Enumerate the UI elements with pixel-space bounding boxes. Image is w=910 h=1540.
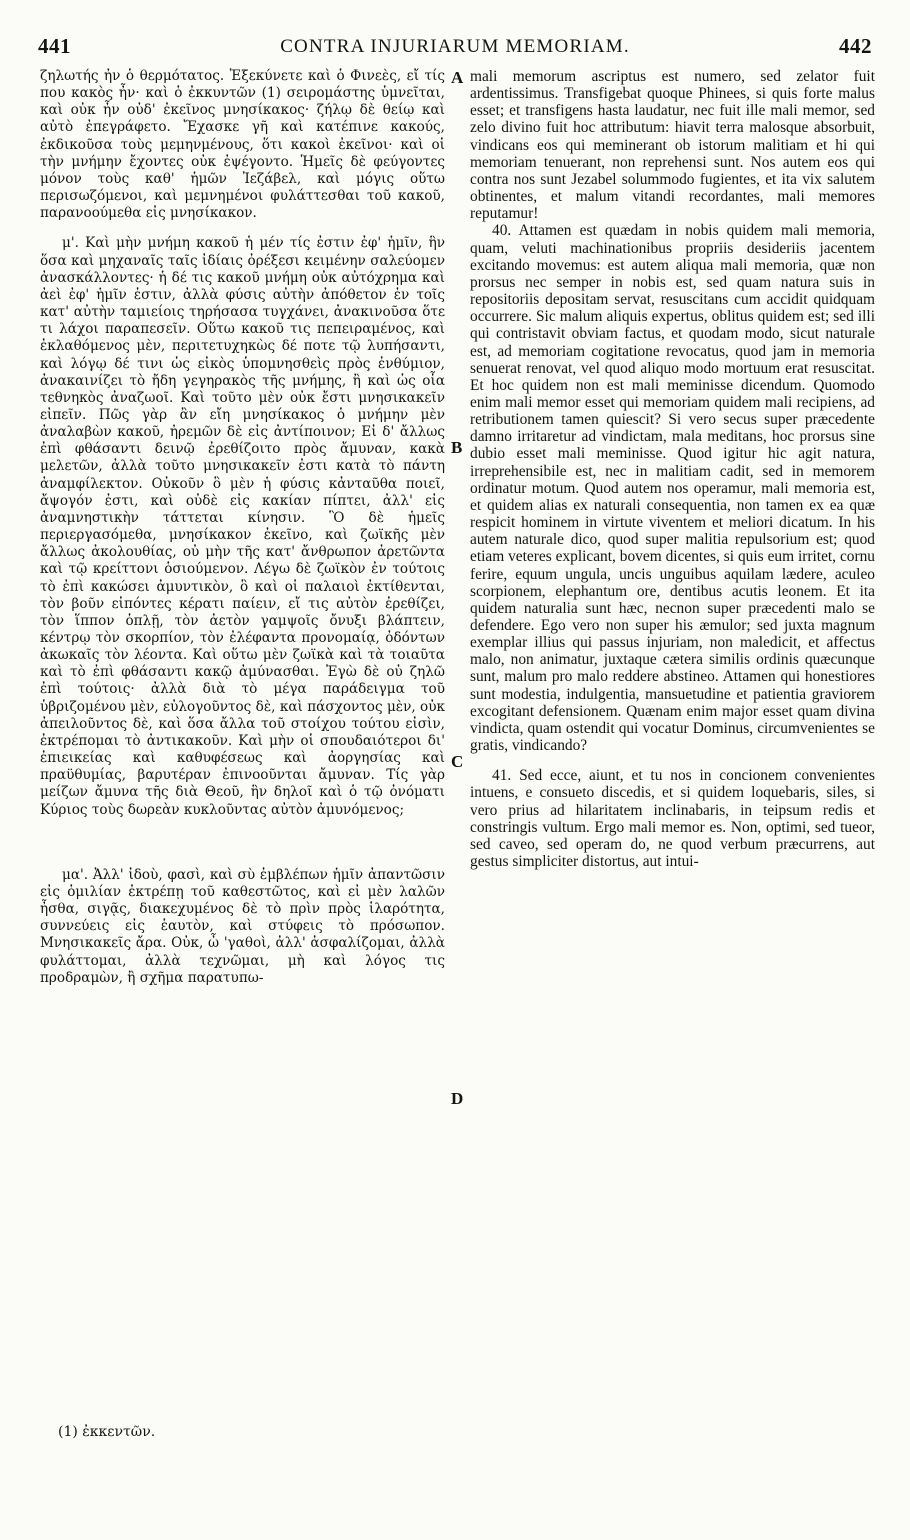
latin-paragraph-40: 40. Attamen est quædam in nobis quidem mali memoria, quam, veluti machinationibus propriis desideriis jacentem excitando movemus: est autem aliqua mali memoria, quæ non prorsus nec semper in nobis est, sed quam natura suis in repositoriis depositam servat, resuscitans cum accidit quidquam occurrere. Sic malum aliquis expertus, oblitus quidem est; sed illi qui contristavit obviam factus, et quodam modo, sicut naturale est, ad memoriam cogitatione revocatus, quod jam in memoria senuerat renovat, vel quod aliquo modo mortuum erat resuscitat. Et hoc quidem non est mali meminisse dicendum. Quomodo enim mali memor esset qui memoriam quidem mali recipiens, ad retributionem tamen quiescit? Si vero secus super præcedente damno irritaretur ad vindictam, mala meditans, hoc prorsus sine dubio esset mali meminisse. Quod igitur hic agit natura, irreprehensibile est, nec in malitiam cadit, sed in memorem ordinatur motum. Quod autem nos operamur, mali memoria est, et quidem alias ex naturali consequentia, non tamen ex ea quæ respicit hominem in virtute viventem et meliori dicatum. In his autem naturale dico, quod super malitia repulsorium est; quod etiam veteres explicant, bovem dicentes, si quis eum irritet, cornu ferire, equum ungula, uncis unguibus aquilam lædere, aculeo scorpionem, elephantum ore, dentibus acutis leonem. Et ita quidem naturalia sunt hæc, necnon super præcedenti malo se defendere. Ego vero non super his æmulor; sed juxta magnum exemplar illius qui passus injuriam, non maledicit, et affectus malo, non animatur, juxtaque cætera similis ordinis quæcunque sunt, malum pro malo reddere abstineo. Attamen qui honestiores sunt modestia, indulgentia, mansuetudine et patientia graviorem excogitant defensionem. Quænam enim major esset quam divina vindicta, quam ostendit qui vocatur Dominus, circumvenientes se gratis, vindicando? — [470, 222, 875, 755]
greek-paragraph-40: μ'. Καὶ μὴν μνήμη κακοῦ ἡ μέν τίς ἐστιν ἐφ' ἡμῖν, ἣν ὅσα καὶ μηχαναῖς ταῖς ἰδίαις ὀρέξεσι κειμένην σαλεύομεν ἀνασκάλλοντες· ἡ δέ τις κακοῦ μνήμη οὐκ αὐτόχρημα καὶ ἀεὶ ἐφ' ἡμῖν ἐστιν, ἀλλὰ φύσις αὐτὴν ἀπόθετον ἐν τοῖς κατ' αὐτὴν ταμιείοις τηρήσασα τυγχάνει, ἀνακινοῦσα ὅτε τι λάχοι παραπεσεῖν. Οὕτω κακοῦ τις πεπειραμένος, καὶ ἐκλαθόμενος μὲν, περιτετυχηκὼς δέ ποτε τῷ λυπήσαντι, καὶ λόγῳ δέ τινι ὡς εἰκὸς ὑπομνησθεὶς πρὸς ἐνθύμιον, ἀνακαινίζει τὸ ἤδη γεγηρακὸς τῆς μνήμης, ἢ καὶ ὡς οἷα τεθνηκὸς ἀναζωοῖ. Καὶ τοῦτο μὲν οὐκ ἔστι μνησικακεῖν εἰπεῖν. Πῶς γὰρ ἂν εἴη μνησίκακος ὁ μνήμην μὲν ἀναλαβὼν κακοῦ, ἠρεμῶν δὲ εἰς ἀντίποινον; Εἰ δ' ἄλλως ἐπὶ φθάσαντι δεινῷ ἐρεθίζοιτο πρὸς ἄμυναν, κακὰ μελετῶν, ἀλλὰ τοῦτο μνησικακεῖν ἐστι κατὰ τὸ πάντη ἀναμφίλεκτον. Οὐκοῦν ὃ μὲν ἡ φύσις κἀνταῦθα ποιεῖ, ἄψογόν ἐστι, καὶ οὐδὲ εἰς κακίαν πίπτει, ἀλλ' εἰς ἀναμνηστικὴν τάττεται κίνησιν. Ὃ δὲ ἡμεῖς περιεργασόμεθα, μνησίκακον ἐκεῖνο, καὶ ζωϊκῆς μὲν ἄλλως ἀκολουθίας, οὐ μὴν τῆς κατ' ἄνθρωπον ἀρετῶντα καὶ τῷ κρείττονι ὁσιούμενον. Λέγω δὲ ζωϊκὸν ἐν τούτοις τὸ ἐπὶ κακώσει ἀμυντικὸν, ὃ καὶ οἱ παλαιοὶ ἐκτίθενται, τὸν βοῦν εἰπόντες κέρατι παίειν, εἴ τις αὐτὸν ἐρεθίζει, τὸν ἵππον ὁπλῇ, τὸν ἀετὸν γαμψοῖς ὄνυξι βλάπτειν, κέντρῳ τὸν σκορπίον, τὸν ἐλέφαντα προνομαίᾳ, ὀδόντων ἀκωκαῖς τὸν λέοντα. Καὶ οὕτω μὲν ζωϊκὰ καὶ τὰ τοιαῦτα καὶ τὸ ἐπὶ φθάσαντι κακῷ ἀμύνασθαι. Ἐγὼ δὲ οὐ ζηλῶ ἐπὶ τούτοις· ἀλλὰ διὰ τὸ μέγα παράδειγμα τοῦ ὑβριζομένου μὲν, εὐλογοῦντος δὲ, καὶ πάσχοντος μὲν, οὐκ ἀπειλοῦντος δὲ, καὶ ὅσα ἄλλα τοῦ στοίχου τούτου εἰσὶν, ἐκτρέπομαι τὸ ἀντικακοῦν. Καὶ μὴν οἱ σπουδαιότεροι δι' ἐπιεικείας καὶ καθυφέσεως καὶ ἀοργησίας καὶ πραϋθυμίας, βαρυτέραν ἐπινοοῦνται ἄμυναν. Τίς γὰρ μείζων ἄμυνα τῆς διὰ Θεοῦ, ἣν δηλοῖ καὶ ὁ τῷ ὀνόματι Κύριος τοὺς δωρεὰν κυκλοῦντας αὐτὸν ἀμυνόμενος; — [40, 235, 445, 818]
margin-marker-c: C — [451, 752, 464, 771]
page-header — [0, 34, 910, 62]
running-title: CONTRA INJURIARUM MEMORIAM. — [280, 36, 630, 57]
latin-paragraph-41: 41. Sed ecce, aiunt, et tu nos in concionem convenientes intuens, e consueto discedis, et si quidem loquebaris, siles, si vero prius ad hilaritatem inclinabaris, in teipsum redis et constringis vultum. Ergo mali memor es. Non, optimi, sed tueor, sed caveo, sed operam do, ne quod verbum præcurrens, aut gestus simpliciter distortus, aut intui- — [470, 767, 875, 871]
margin-marker-a: A — [451, 68, 464, 87]
margin-marker-d: D — [451, 1089, 464, 1108]
greek-column — [40, 68, 445, 1468]
greek-paragraph-41: μα'. Ἀλλ' ἰδοὺ, φασὶ, καὶ σὺ ἐμβλέπων ἡμῖν ἀπαντῶσιν εἰς ὁμιλίαν ἐκτρέπῃ τοῦ καθεστῶτος, καὶ εἰ μὲν λαλῶν ἦσθα, σιγᾷς, διακεχυμένος δὲ τὸ πρὶν πρὸς ἱλαρότητα, συννεύεις εἰς ἑαυτὸν, καὶ στύφεις τὸ πρόσωπον. Μνησικακεῖς ἄρα. Οὐκ, ὦ 'γαθοὶ, ἀλλ' ἀσφαλίζομαι, ἀλλὰ φυλάττομαι, ἀλλὰ τεχνῶμαι, μὴ καὶ λόγος τις προδραμὼν, ἢ σχῆμα παρατυπω- — [40, 866, 445, 986]
page-number-left: 441 — [38, 34, 71, 58]
greek-footnote: (1) ἐκκεντῶν. — [58, 1424, 156, 1440]
greek-paragraph-1: ζηλωτής ἦν ὁ θερμότατος. Ἐξεκύνετε καὶ ὁ Φινεὲς, εἴ τίς που κακὸς ἦν· καὶ ὁ ἐκκυντῶν (1) σειρομάστης ὑμνεῖται, καὶ οὐκ ἦν οὐδ' ἐκεῖνος μνησίκακος· ζήλῳ δὲ θείῳ καὶ αὐτὸ ἐπεγράφετο. Ἔχασκε γῆ καὶ κατέπινε κακούς, ἐκδικοῦσα τοὺς μεμηνμένους, ὅτι κακοὶ ἐκεῖνοι· καὶ οἱ τὴν μνήμην ἔχοντες οὐκ ἐψέγοντο. Ἡμεῖς δὲ φεύγοντες μόνον τοὺς καθ' ἡμῶν Ἰεζάβελ, καὶ μόγις οὕτω περισωζόμενοι, καὶ μεμνημένοι φυλάττεσθαι τοῦ κακοῦ, παρανοούμεθα εἰς μνησίκακον. — [40, 68, 445, 222]
page-number-right: 442 — [839, 34, 872, 58]
latin-paragraph-1: mali memorum ascriptus est numero, sed zelator fuit ardentissimus. Transfigebat quoque Phinees, si quis forte malus esset; et transfigens hasta laudatur, nec fuit ille mali memor, sed zelo divino fuit hoc attributum: hiavit terra malosque absorbuit, vindicans eos qui meminerant ob istorum malitiam et hi qui memoriam tenuerant, non reprehensi sunt. Nos autem eos qui contra nos sunt Jezabel solummodo fugientes, et ita vix salutem obtinentes, et malum vitandi recordantes, mali memores reputamur! — [470, 68, 875, 223]
margin-marker-b: B — [451, 438, 463, 457]
latin-column — [470, 68, 875, 1518]
